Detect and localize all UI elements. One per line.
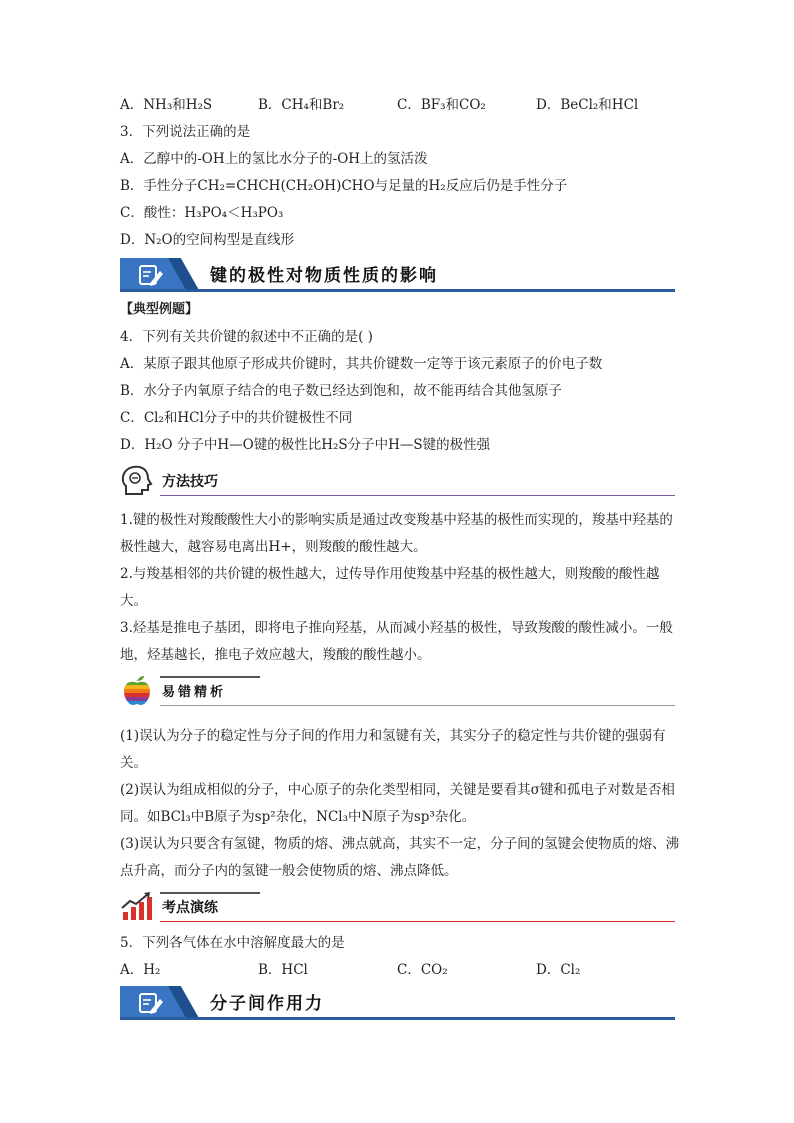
errors-item-3: (3)误认为只要含有氢键，物质的熔、沸点就高，其实不一定，分子间的氢键会使物质的熔、沸点升高，而分子内的氢键一般会使物质的熔、沸点降低。 [120, 836, 680, 879]
practice-header [120, 888, 675, 924]
section-banner-bond-polarity [120, 258, 675, 292]
q5-option-a: A．H₂ [120, 962, 161, 978]
q4-option-a: A．某原子跟其他原子形成共价键时，其共价键数一定等于该元素原子的价电子数 [120, 356, 603, 372]
q2-option-b: B．CH₄和Br₂ [258, 97, 345, 113]
q2-option-d: D．BeCl₂和HCl [536, 97, 639, 113]
q3-option-d: D．N₂O的空间构型是直线形 [120, 232, 295, 248]
notepad-pencil-icon [138, 263, 164, 287]
errors-item-2: (2)误认为组成相似的分子，中心原子的杂化类型相同，关键是要看其σ键和孤电子对数是否相同。如BCl₃中B原子为sp²杂化，NCl₃中N原子为sp³杂化。 [120, 782, 675, 825]
q2-option-a: A．NH₃和H₂S [120, 97, 213, 113]
methods-item-1: 1.键的极性对羧酸酸性大小的影响实质是通过改变羧基中羟基的极性而实现的，羧基中羟基的极性越大，越容易电离出H+，则羧酸的酸性越大。 [120, 512, 673, 555]
q5-option-b: B．HCl [258, 962, 308, 978]
apple-logo-icon [120, 674, 154, 706]
errors-title: 易错精析 [162, 685, 227, 700]
methods-item-2: 2.与羧基相邻的共价键的极性越大，过传导作用使羧基中羟基的极性越大，则羧酸的酸性越大。 [120, 566, 660, 609]
example-label: 【典型例题】 [120, 302, 199, 317]
methods-title: 方法技巧 [162, 474, 218, 490]
head-idea-icon [120, 464, 154, 496]
section-banner-intermolecular [120, 986, 675, 1020]
growth-chart-icon [120, 890, 154, 922]
q5-stem: 5．下列各气体在水中溶解度最大的是 [120, 935, 345, 951]
q4-option-c: C．Cl₂和HCl分子中的共价键极性不同 [120, 410, 353, 426]
q3-stem: 3．下列说法正确的是 [120, 124, 251, 140]
q4-stem: 4．下列有关共价键的叙述中不正确的是( ) [120, 329, 373, 345]
q3-option-c: C．酸性：H₃PO₄＜H₃PO₃ [120, 205, 284, 221]
methods-item-3: 3.烃基是推电子基团，即将电子推向羟基，从而减小羟基的极性，导致羧酸的酸性减小。一般地，烃基越长，推电子效应越大，羧酸的酸性越小。 [120, 620, 673, 663]
section-title: 分子间作用力 [210, 994, 324, 1014]
q4-option-b: B．水分子内氧原子结合的电子数已经达到饱和，故不能再结合其他氢原子 [120, 383, 562, 399]
notepad-pencil-icon [138, 991, 164, 1015]
practice-title: 考点演练 [162, 900, 218, 916]
q3-option-b: B．手性分子CH₂=CHCH(CH₂OH)CHO与足量的H₂反应后仍是手性分子 [120, 178, 568, 194]
q2-option-c: C．BF₃和CO₂ [397, 97, 486, 113]
q5-option-c: C．CO₂ [397, 962, 448, 978]
errors-item-1: (1)误认为分子的稳定性与分子间的作用力和氢键有关，其实分子的稳定性与共价键的强弱有关。 [120, 728, 666, 771]
q4-option-d: D．H₂O 分子中H—O键的极性比H₂S分子中H—S键的极性强 [120, 437, 491, 453]
methods-header [120, 462, 675, 498]
errors-header [120, 672, 675, 708]
section-title: 键的极性对物质性质的影响 [210, 266, 438, 286]
q3-option-a: A．乙醇中的-OH上的氢比水分子的-OH上的氢活泼 [120, 151, 428, 167]
q5-option-d: D．Cl₂ [536, 962, 581, 978]
